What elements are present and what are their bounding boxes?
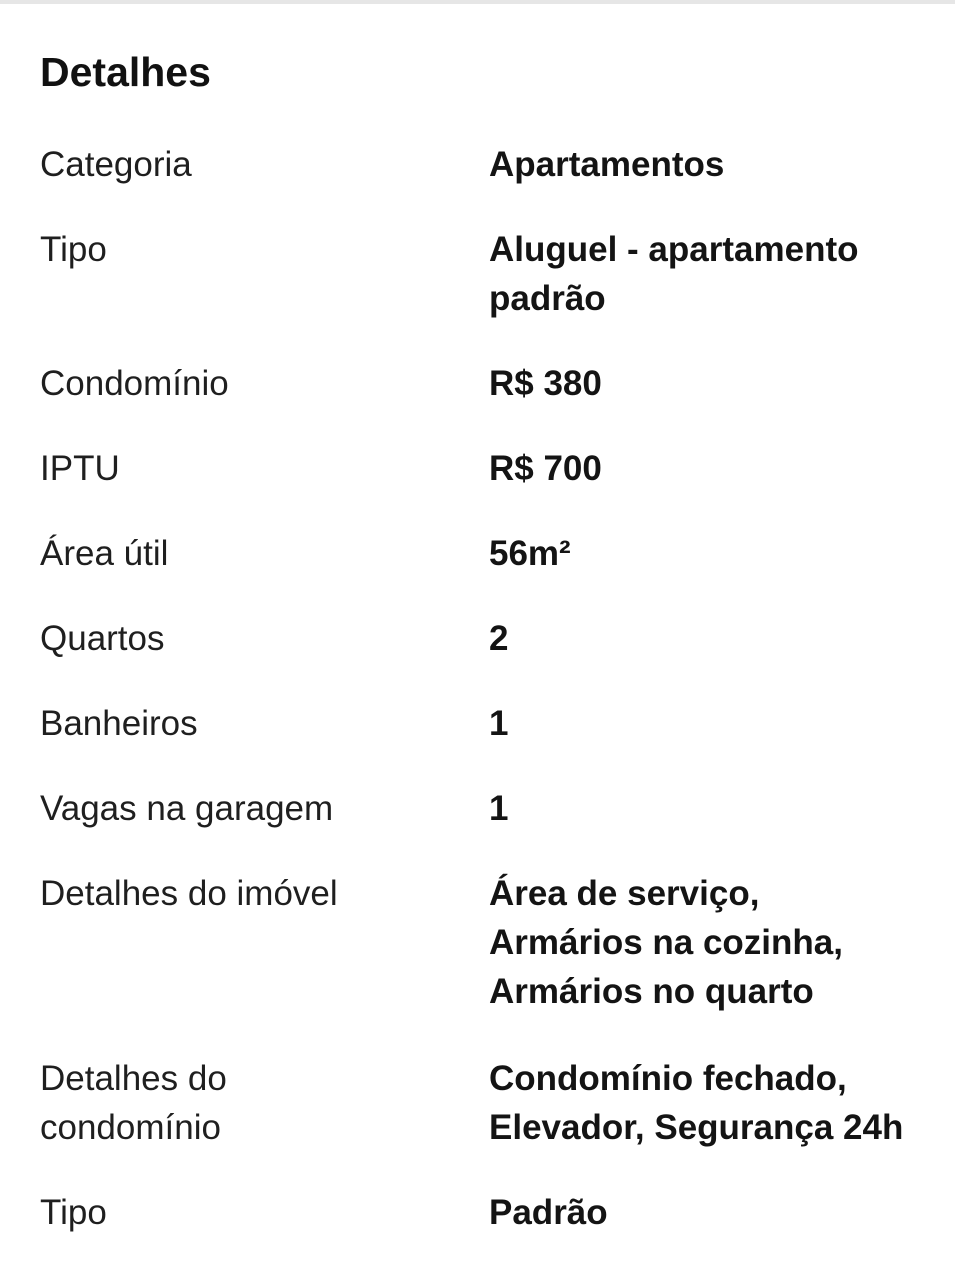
- detail-value: 1: [489, 704, 509, 743]
- detail-row-quartos: [0, 614, 955, 699]
- detail-row-vagas-garagem: [0, 784, 955, 869]
- detail-row-detalhes-imovel: [0, 869, 955, 1054]
- detail-value: 2: [489, 619, 509, 658]
- detail-row-banheiros: [0, 699, 955, 784]
- detail-label: Detalhes do imóvel: [40, 874, 338, 913]
- detail-label: Condomínio: [40, 364, 229, 403]
- detail-value: R$ 700: [489, 449, 602, 488]
- detail-row-categoria: [0, 140, 955, 225]
- detail-label: Detalhes do condomínio: [40, 1059, 227, 1147]
- detail-label: Tipo: [40, 230, 107, 269]
- detail-row-area-util: [0, 529, 955, 614]
- detail-label: IPTU: [40, 449, 120, 488]
- detail-value: R$ 380: [489, 364, 602, 403]
- section-title: Detalhes: [40, 49, 211, 95]
- detail-value: 56m²: [489, 534, 571, 573]
- detail-row-detalhes-condominio: [0, 1054, 955, 1188]
- detail-row-tipo-padrao: [0, 1188, 955, 1273]
- detail-value: Condomínio fechado, Elevador, Segurança 24h: [489, 1059, 904, 1147]
- detail-value: Aluguel - apartamento padrão: [489, 230, 859, 318]
- detail-value: 1: [489, 789, 509, 828]
- detail-row-iptu: [0, 444, 955, 529]
- detail-label: Banheiros: [40, 704, 198, 743]
- detail-value: Área de serviço, Armários na cozinha, Armários no quarto: [489, 874, 843, 1011]
- detail-label: Área útil: [40, 534, 169, 573]
- detail-row-condominio: [0, 359, 955, 444]
- details-list: [0, 140, 955, 1273]
- detail-value: Padrão: [489, 1193, 608, 1232]
- detail-row-tipo: [0, 225, 955, 359]
- detail-label: Vagas na garagem: [40, 789, 334, 828]
- detail-label: Tipo: [40, 1193, 107, 1232]
- detail-label: Quartos: [40, 619, 165, 658]
- detail-label: Categoria: [40, 145, 192, 184]
- detail-value: Apartamentos: [489, 145, 725, 184]
